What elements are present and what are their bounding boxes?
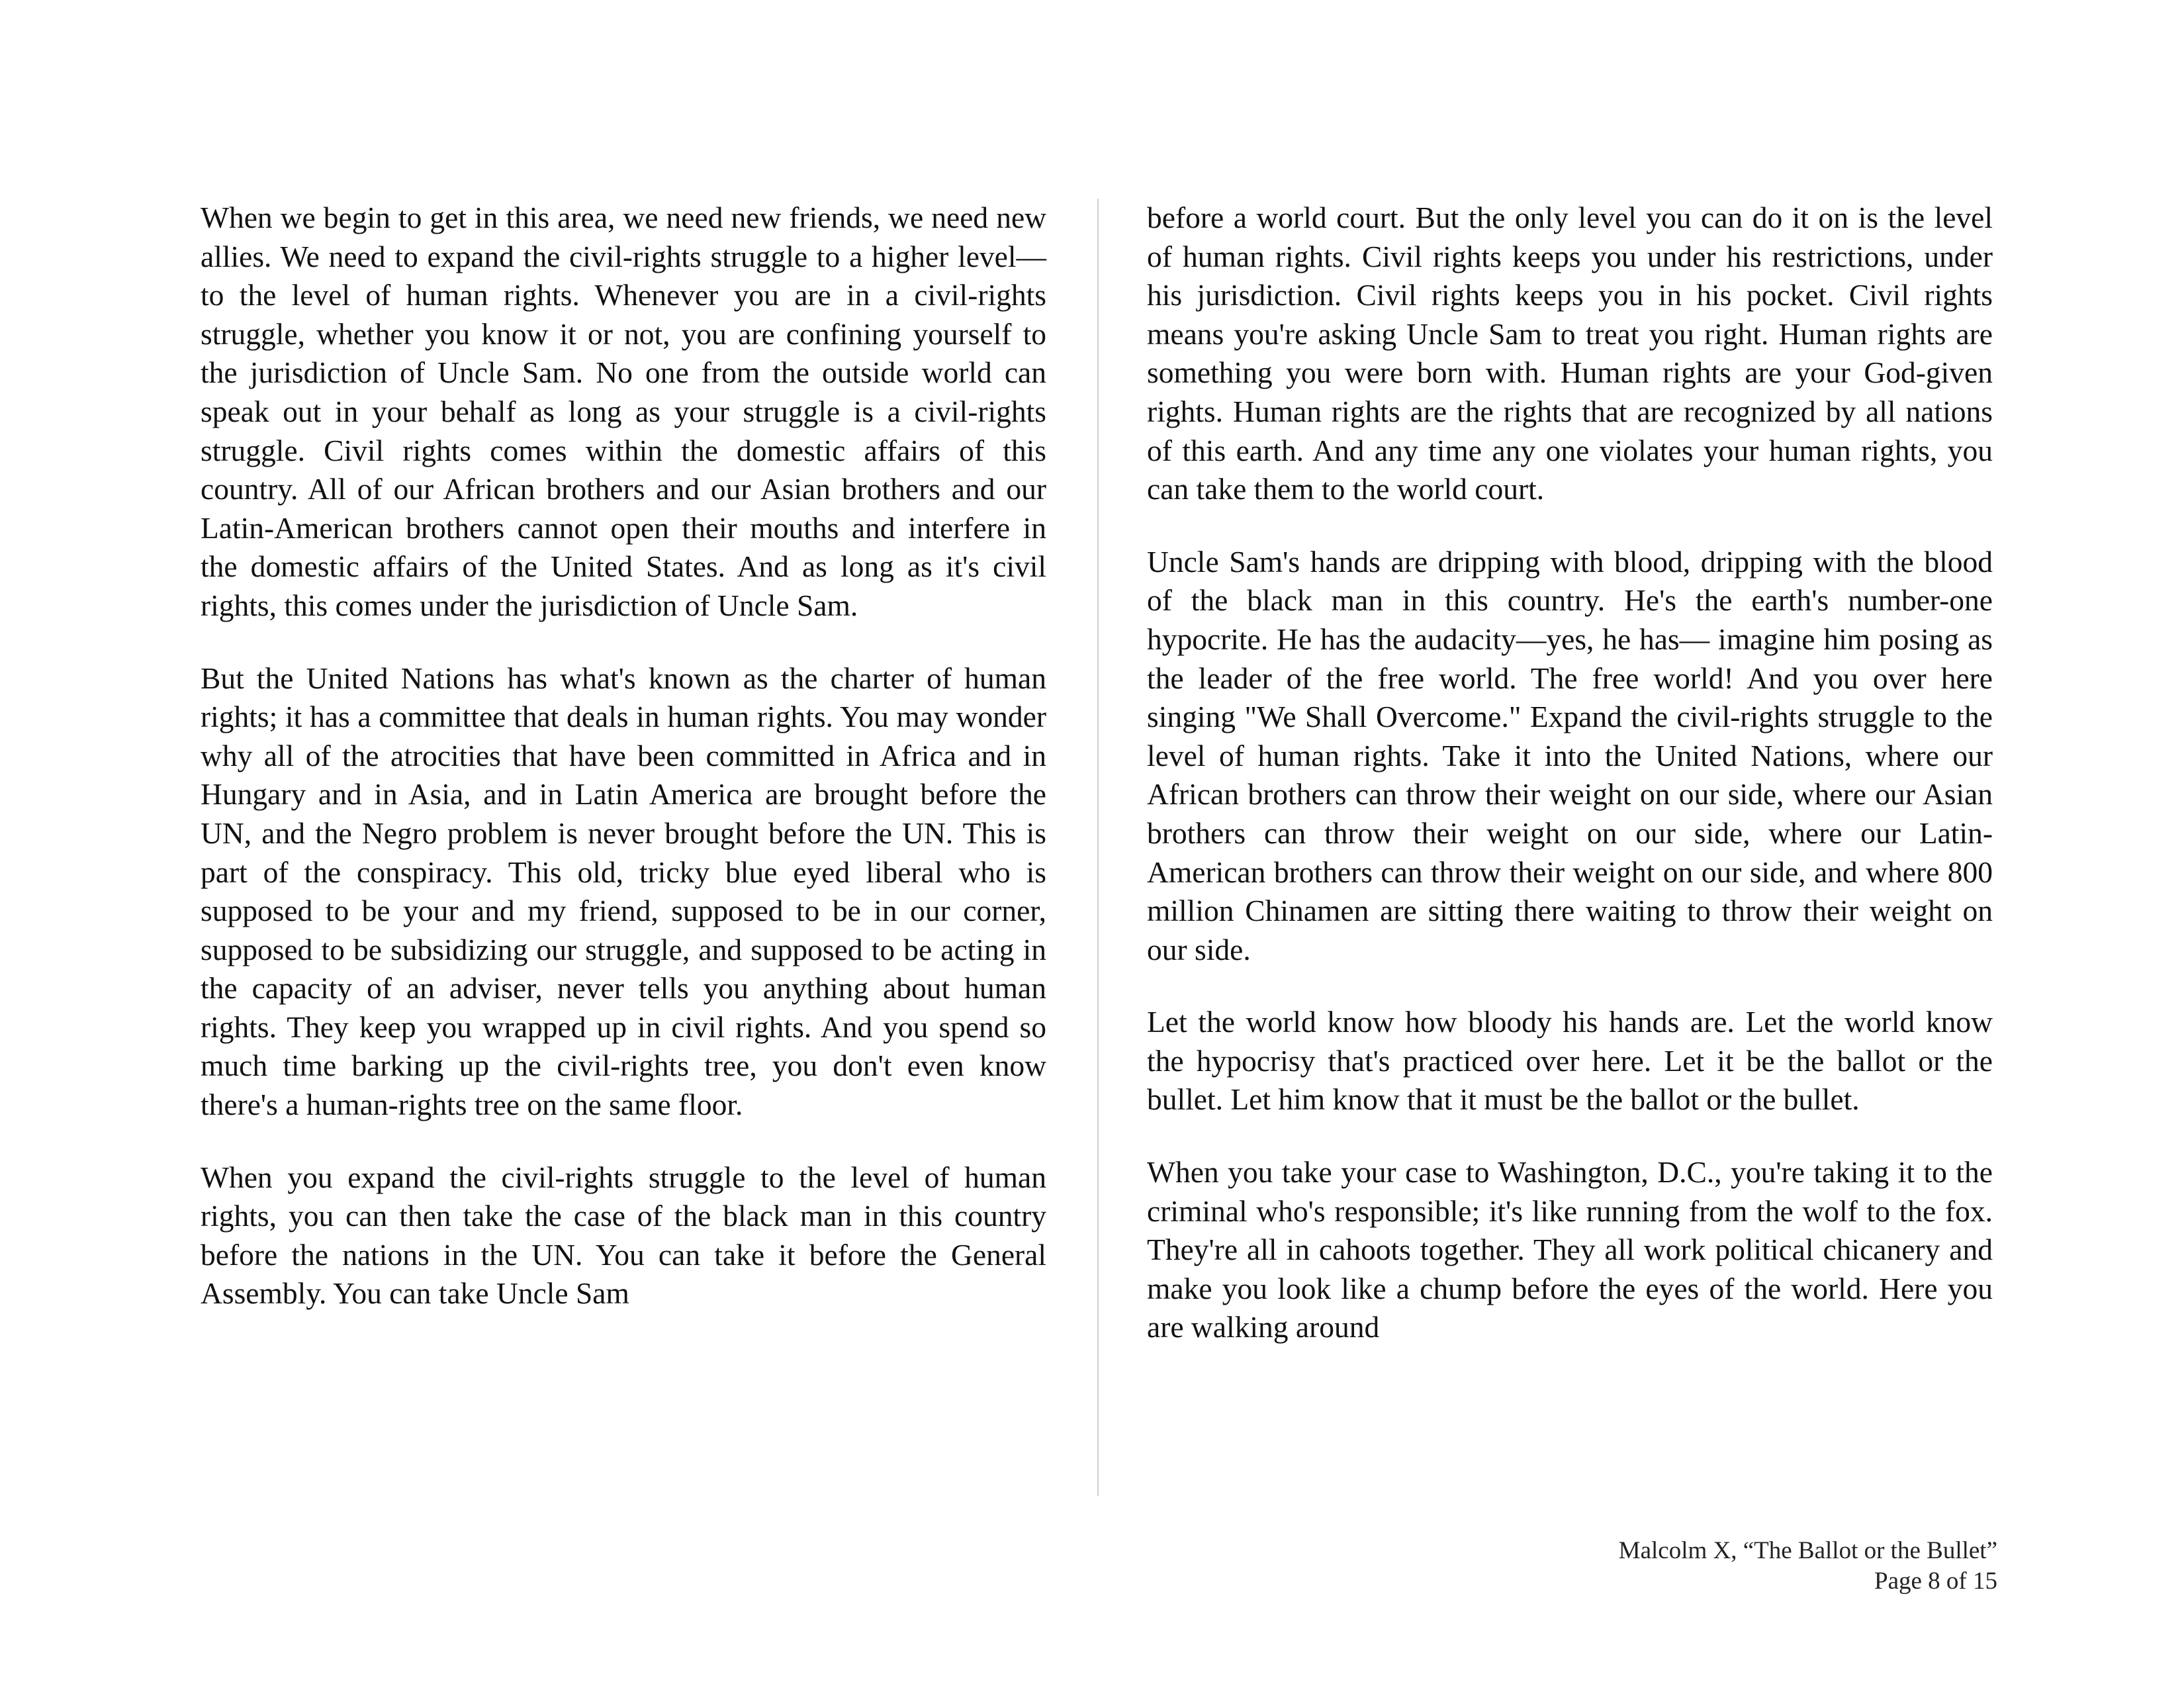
paragraph: Uncle Sam's hands are dripping with blood, dripping with the blood of the black man in this country. He's the earth's number-one hypocrite. He has the audacity—yes, he has— imagine him posing as the leader of the free world. The free world! And you over here singing "We Shall Overcome." Expand the civil-rights struggle to the level of human rights. Take it into the United Nations, where our African brothers can throw their weight on our side, where our Asian brothers can throw their weight on our side, where our Latin-American brothers can throw their weight on our side, and where 800 million Chinamen are sitting there waiting to throw their weight on our side. [1147, 544, 1993, 966]
paragraph: Let the world know how bloody his hands are. Let the world know the hypocrisy that's practiced over here. Let it be the ballot or the bullet. Let him know that it must be the ballot or the bullet. [1147, 1005, 1993, 1117]
paragraph: before a world court. But the only level you can do it on is the level of human rights. Civil rights keeps you under his restrictions, under his jurisdiction. Civil rights keeps you in his pocket. Civil rights means you're asking Uncle Sam to treat you right. Human rights are something you were born with. Human rights are your God-given rights. Human rights are the rights that are recognized by all nations of this earth. And any time any one violates your human rights, you can take them to the world court. [1147, 201, 1993, 506]
page-footer [1619, 1536, 1997, 1597]
paragraph: When we begin to get in this area, we need new friends, we need new allies. We need to expand the civil-rights struggle to a higher level—to the level of human rights. Whenever you are in a civil-rights struggle, whether you know it or not, you are confining yourself to the jurisdiction of Uncle Sam. No one from the outside world can speak out in your behalf as long as your struggle is a civil-rights struggle. Civil rights comes within the domestic affairs of this country. All of our African brothers and our Asian brothers and our Latin-American brothers cannot open their mouths and interfere in the domestic affairs of the United States. And as long as it's civil rights, this comes under the jurisdiction of Uncle Sam. [201, 201, 1046, 622]
paragraph: When you expand the civil-rights struggle to the level of human rights, you can then take the case of the black man in this country before the nations in the UN. You can take it before the General Assembly. You can take Uncle Sam [201, 1160, 1046, 1311]
page-number: Page 8 of 15 [1874, 1568, 1997, 1595]
paragraph: But the United Nations has what's known as the charter of human rights; it has a committee that deals in human rights. You may wonder why all of the atrocities that have been committed in Africa and in Hungary and in Asia, and in Latin America are brought before the UN, and the Negro problem is never brought before the UN. This is part of the conspiracy. This old, tricky blue eyed liberal who is supposed to be your and my friend, supposed to be in our corner, supposed to be subsidizing our struggle, and supposed to be acting in the capacity of an adviser, never tells you anything about human rights. They keep you wrapped up in civil rights. And you spend so much time barking up the civil-rights tree, you don't even know there's a human-rights tree on the same floor. [201, 661, 1046, 1122]
column-divider [1097, 199, 1099, 1496]
footer-source: Malcolm X, “The Ballot or the Bullet” [1618, 1537, 1997, 1564]
right-text-column [1147, 199, 1993, 1347]
paragraph: When you take your case to Washington, D.C., you're taking it to the criminal who's responsible; it's like running from the wolf to the fox. They're all in cahoots together. They all work political chicanery and make you look like a chump before the eyes of the world. Here you are walking around [1147, 1155, 1993, 1344]
left-text-column [201, 199, 1046, 1313]
